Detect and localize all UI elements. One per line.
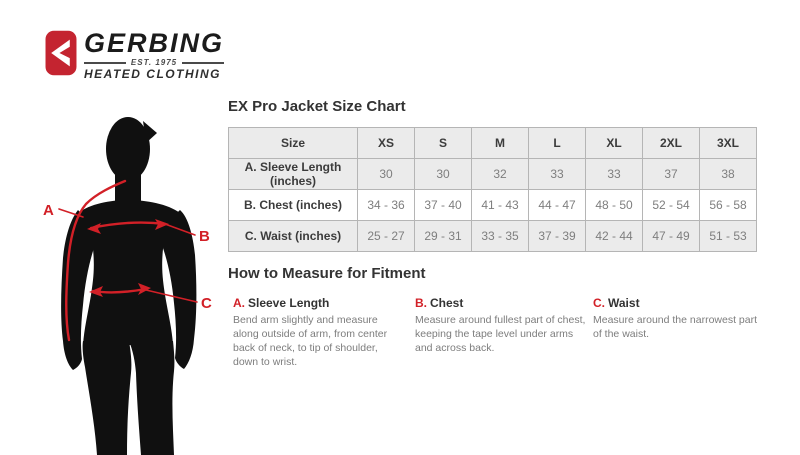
table-header-row: [229, 128, 757, 159]
fitment-text: Bend arm slightly and measure along outside of arm, from center back of neck, to tip of shoulder, down to wrist.: [233, 314, 388, 368]
row-label-chest: B. Chest (inches): [229, 190, 358, 221]
figure-label-c: C: [201, 295, 212, 312]
sleeve-m: 32: [472, 159, 529, 190]
brand-est: EST. 1975: [130, 58, 178, 67]
fitment-key: B.: [415, 296, 427, 310]
fitment-item-chest: [415, 296, 587, 355]
gerbing-g-icon: [45, 30, 77, 76]
column-header-m: M: [472, 128, 529, 159]
fitment-heading: [415, 296, 587, 310]
fitment-heading: [593, 296, 765, 310]
fitment-heading: [233, 296, 405, 310]
fitment-label: Waist: [608, 296, 640, 310]
column-header-2xl: 2XL: [643, 128, 700, 159]
brand-wordmark: GERBING: [84, 28, 225, 58]
fitment-item-sleeve: [233, 296, 405, 369]
chest-l: 44 - 47: [529, 190, 586, 221]
table-row-sleeve: [229, 159, 757, 190]
waist-2xl: 47 - 49: [643, 221, 700, 252]
waist-3xl: 51 - 53: [700, 221, 757, 252]
waist-s: 29 - 31: [415, 221, 472, 252]
brand-est-row: [84, 58, 224, 67]
fitment-item-waist: [593, 296, 765, 341]
waist-m: 33 - 35: [472, 221, 529, 252]
waist-xs: 25 - 27: [358, 221, 415, 252]
column-header-xl: XL: [586, 128, 643, 159]
brand-tagline: HEATED CLOTHING: [84, 67, 221, 81]
sleeve-xs: 30: [358, 159, 415, 190]
row-label-waist: C. Waist (inches): [229, 221, 358, 252]
fitment-text: Measure around the narrowest part of the waist.: [593, 314, 758, 340]
sleeve-xl: 33: [586, 159, 643, 190]
chest-xs: 34 - 36: [358, 190, 415, 221]
figure-label-a: A: [43, 202, 54, 219]
fitment-text: Measure around fullest part of chest, keeping the tape level under arms and across back.: [415, 314, 586, 354]
fitment-key: A.: [233, 296, 245, 310]
brand-text: [84, 30, 224, 81]
sleeve-s: 30: [415, 159, 472, 190]
column-header-l: L: [529, 128, 586, 159]
sleeve-2xl: 37: [643, 159, 700, 190]
chest-xl: 48 - 50: [586, 190, 643, 221]
column-header-3xl: 3XL: [700, 128, 757, 159]
chest-3xl: 56 - 58: [700, 190, 757, 221]
figure-right-leg: [129, 341, 174, 455]
column-header-s: S: [415, 128, 472, 159]
row-label-sleeve: A. Sleeve Length (inches): [229, 159, 358, 190]
table-row-chest: [229, 190, 757, 221]
brand-logo: [45, 30, 224, 81]
fitment-title: How to Measure for Fitment: [228, 265, 426, 282]
size-chart-table: [228, 127, 757, 252]
waist-xl: 42 - 44: [586, 221, 643, 252]
right-rule: [182, 62, 224, 64]
fitment-label: Chest: [430, 296, 464, 310]
column-header-size: Size: [229, 128, 358, 159]
sleeve-3xl: 38: [700, 159, 757, 190]
figure-label-b: B: [199, 228, 210, 245]
left-rule: [84, 62, 126, 64]
sleeve-l: 33: [529, 159, 586, 190]
column-header-xs: XS: [358, 128, 415, 159]
chest-s: 37 - 40: [415, 190, 472, 221]
chest-2xl: 52 - 54: [643, 190, 700, 221]
figure-left-leg: [83, 341, 132, 455]
fitment-label: Sleeve Length: [248, 296, 330, 310]
size-chart-title: EX Pro Jacket Size Chart: [228, 98, 406, 115]
chest-m: 41 - 43: [472, 190, 529, 221]
body-measurement-figure: [25, 113, 237, 455]
table-row-waist: [229, 221, 757, 252]
fitment-key: C.: [593, 296, 605, 310]
waist-l: 37 - 39: [529, 221, 586, 252]
